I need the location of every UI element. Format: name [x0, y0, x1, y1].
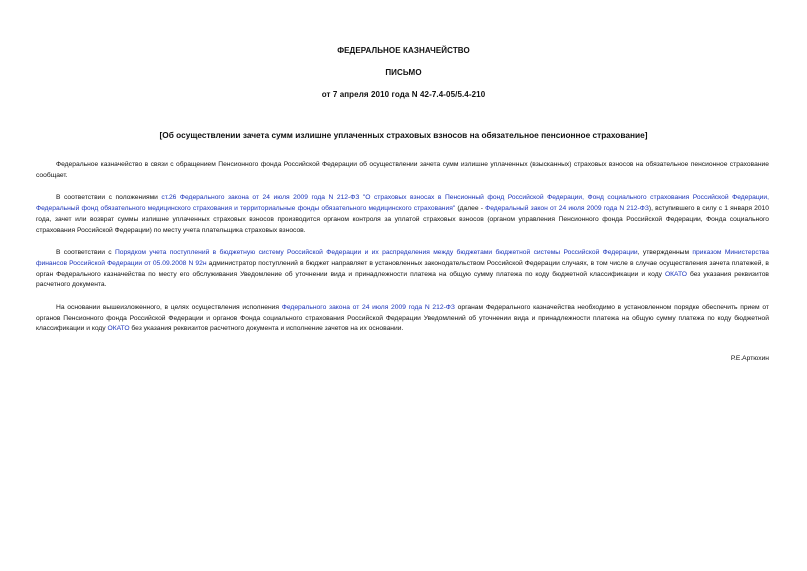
budget-receipts-order-link[interactable]: Порядком учета поступлений в бюджетную систему Российской Федерации и их распределения между бюджетами бюджетной системы Российской Федерации — [115, 249, 638, 257]
paragraph-text: администратор поступлений в бюджет направляет в установленных законодательством Российской Федерации случаях, в том числе в случае осуществления зачета платежей, в орган Федерального казначейства по месту его обслуживания Уведомление об уточнении вида и принадлежности платежа на общую сумму платежа по коду бюджетной классификации и коду — [36, 259, 769, 278]
document-subject: [Об осуществлении зачета сумм излишне уплаченных страховых взносов на обязательное пенсионное страхование] — [159, 130, 648, 140]
document-type-heading: ПИСЬМО — [385, 68, 422, 77]
law-212-fz-link[interactable]: Федеральный закон от 24 июля 2009 года N 212-ФЗ — [485, 205, 649, 213]
paragraph-text: органам Федерального казначейства необходимо в установленном порядке обеспечить прием от органов Пенсионного фонда Российской Федерации и органов Фонда социального страхования Российской Федерации Уведомлений об уточнении вида и принадлежности платежа на общую сумму платежа по коду бюджетной классификации и коду — [36, 304, 769, 333]
paragraph-text: , утвержденным — [637, 249, 693, 257]
paragraph-text: В соответствии с — [56, 249, 115, 257]
okato-link[interactable]: ОКАТО — [664, 270, 687, 278]
document-date-number: от 7 апреля 2010 года N 42-7.4-05/5.4-210 — [321, 90, 486, 99]
paragraph-2 — [36, 193, 769, 236]
paragraph-text: ), вступившего в силу с 1 января 2010 года, зачет или возврат суммы излишне уплаченных страховых взносов производится органом контроля за уплатой страховых взносов (органом управления Пенсионного фонда Российской Федерации, Фонда социального страхования Российской Федерации) по месту учета плательщика страховых взносов. — [36, 205, 769, 234]
paragraph-text: На основании вышеизложенного, в целях осуществления исполнения — [56, 304, 282, 312]
law-212-fz-article-26-link[interactable]: ст.26 Федерального закона от 24 июля 2009 года N 212-ФЗ "О страховых взносах в Пенсионный фонд Российской Федерации, Фонд социального страхования Российской Федерации, Федеральный фонд обязательного медицинского страхования и территориальные фонды обязательного медицинского страхования" — [36, 194, 769, 213]
paragraph-text: без указания реквизитов расчетного документа и исполнение зачетов на их основании. — [129, 325, 404, 333]
signatory-name: Р.Е.Артюхин — [730, 355, 769, 362]
paragraph-text: без указания реквизитов расчетного документа. — [36, 270, 769, 289]
law-212-fz-link[interactable]: Федерального закона от 24 июля 2009 года N 212-ФЗ — [281, 304, 455, 312]
minfin-order-92n-link[interactable]: приказом Министерства финансов Российской Федерации от 05.09.2008 N 92н — [36, 249, 769, 267]
paragraph-4 — [36, 303, 769, 335]
okato-link[interactable]: ОКАТО — [107, 325, 130, 333]
paragraph-1: Федеральное казначейство в связи с обращением Пенсионного фонда Российской Федерации об осуществлении зачета сумм излишне уплаченных (взысканных) страховых взносов на обязательное пенсионное страхование сообщает. — [36, 161, 769, 179]
paragraph-3 — [36, 248, 769, 291]
paragraph-text: В соответствии с положениями — [56, 194, 162, 202]
document-body — [36, 160, 769, 347]
paragraph-text: (далее - — [455, 205, 486, 213]
issuer-heading: ФЕДЕРАЛЬНОЕ КАЗНАЧЕЙСТВО — [337, 46, 470, 55]
